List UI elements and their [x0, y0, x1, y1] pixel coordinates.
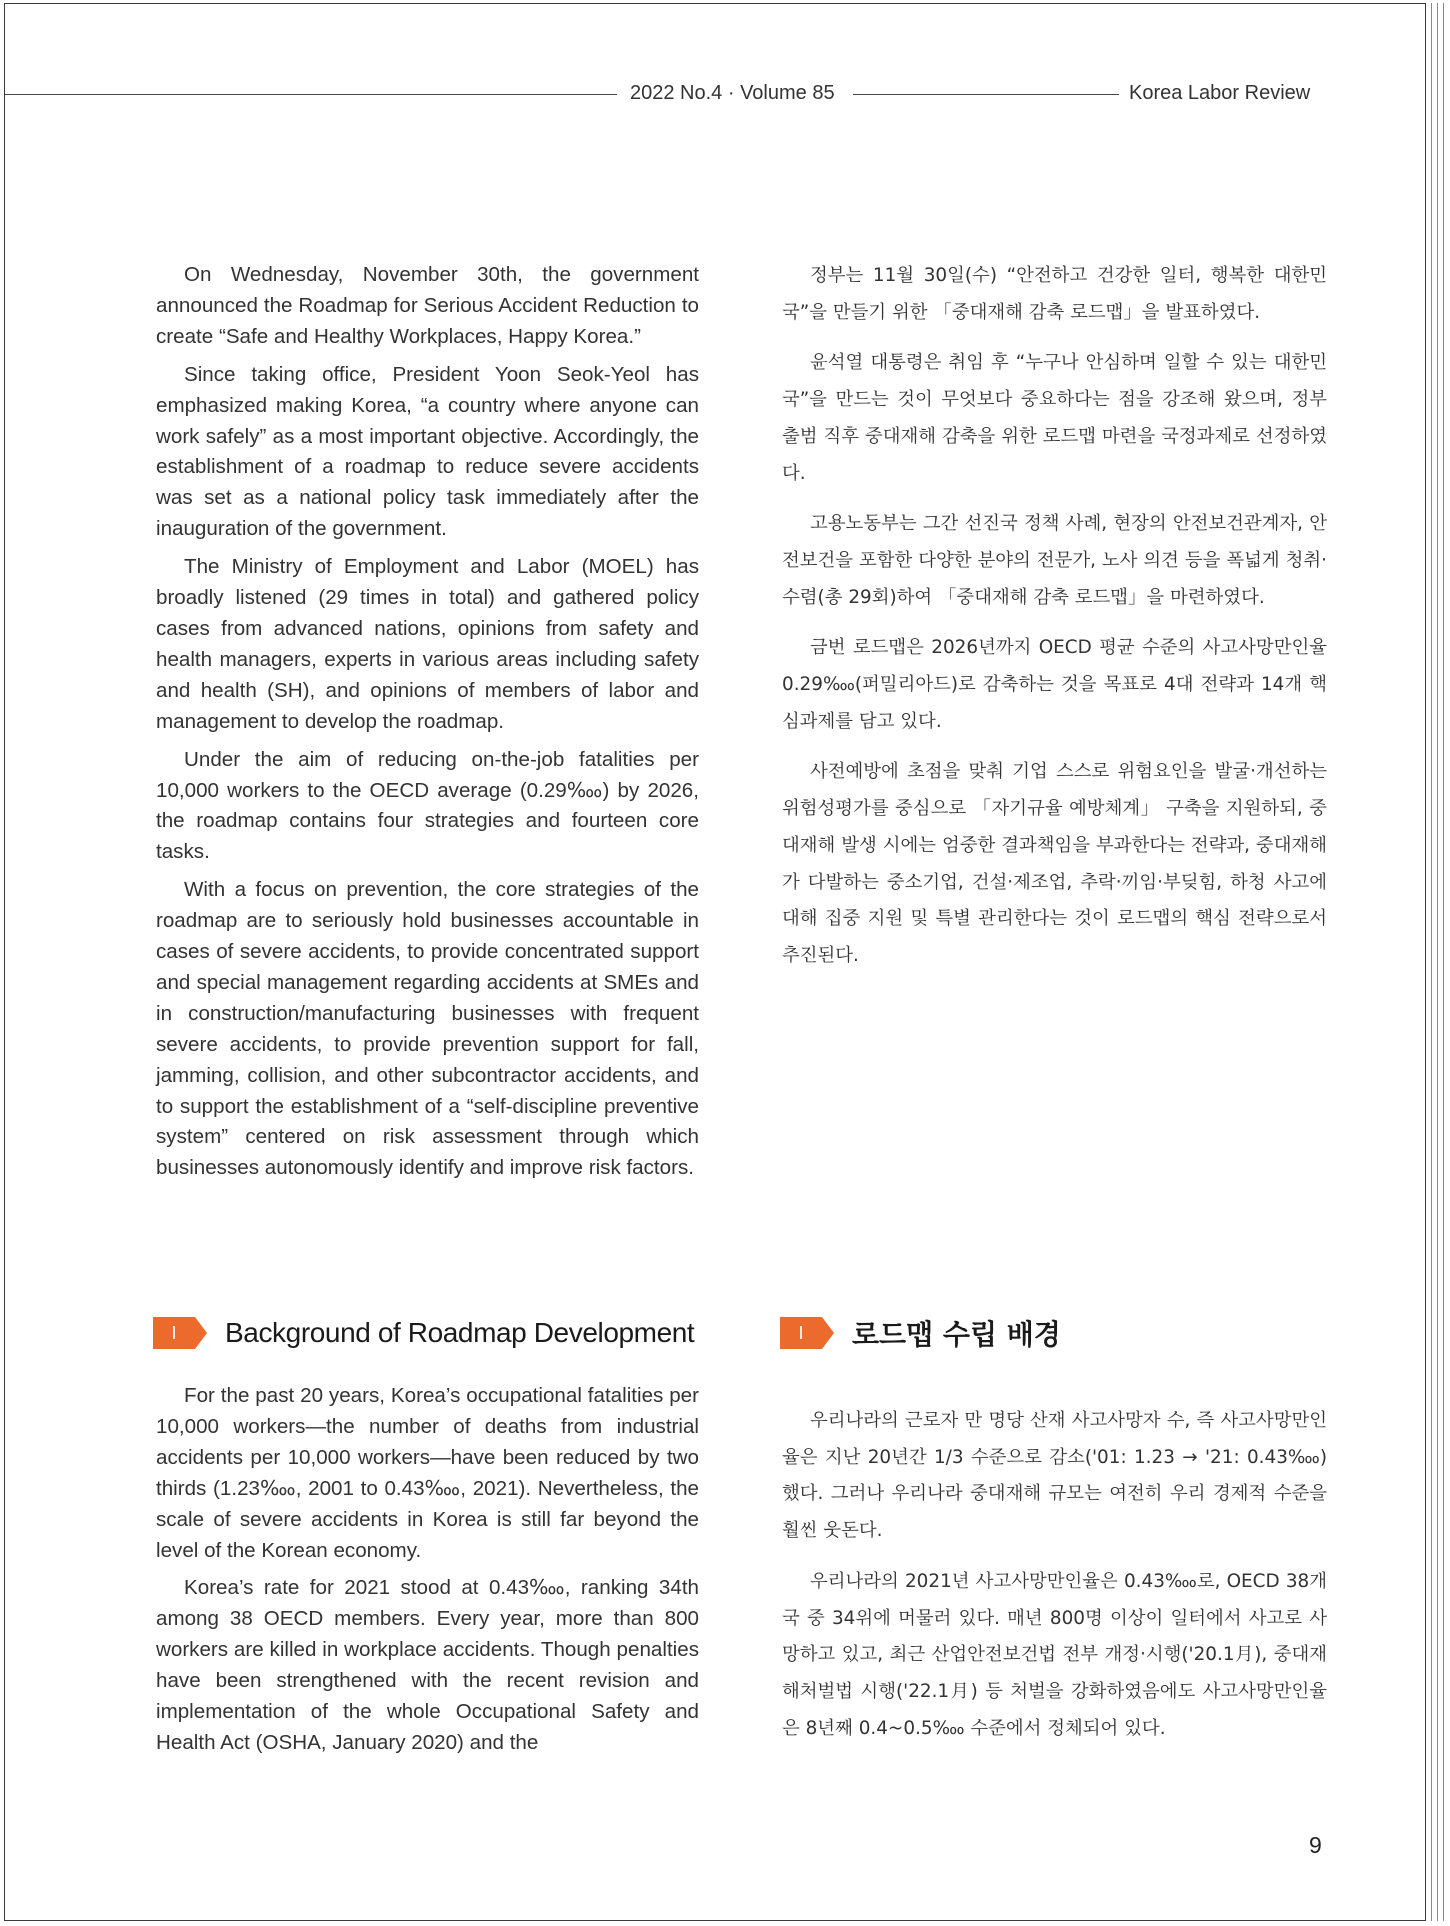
page-stack-edge — [1428, 3, 1432, 1921]
journal-title: Korea Labor Review — [1129, 82, 1311, 104]
page-number: 9 — [1309, 1832, 1322, 1858]
running-header — [5, 78, 1427, 112]
english-paragraph: Since taking office, President Yoon Seok-Yeol has emphasized making Korea, “a country where anyone can work safely” as a most important objective. Accordingly, the establishment of a roadmap to reduce severe accidents was set as a national policy task immediately after the inauguration of the government. — [156, 362, 699, 541]
korean-paragraph: 고용노동부는 그간 선진국 정책 사례, 현장의 안전보건관계자, 안전보건을 포함한 다양한 분야의 전문가, 노사 의견 등을 폭넓게 청취·수렴(총 29회)하여 「중대재해 감축 로드맵」을 마련하였다. — [782, 513, 1327, 608]
header-rule-left — [5, 94, 617, 95]
korean-section-title: 로드맵 수립 배경 — [852, 1318, 1061, 1351]
english-paragraph: The Ministry of Employment and Labor (MOEL) has broadly listened (29 times in total) and gathered policy cases from advanced nations, opinions from safety and health managers, experts in various areas including safety and health (SH), and opinions of members of labor and management to develop the roadmap. — [156, 555, 699, 733]
english-paragraph: Under the aim of reducing on-the-job fatalities per 10,000 workers to the OECD average (0.29‱) by 2026, the roadmap contains four strategies and fourteen core tasks. — [156, 747, 699, 864]
english-section-heading — [153, 1313, 694, 1353]
english-section-title: Background of Roadmap Development — [225, 1317, 695, 1348]
korean-paragraph: 우리나라의 2021년 사고사망만인율은 0.43‱로, OECD 38개국 중 34위에 머물러 있다. 매년 800명 이상이 일터에서 사고로 사망하고 있고, 최근 산업안전보건법 전부 개정·시행('20.1月), 중대재해처벌법 시행('22.1月) 등 처벌을 강화하였음에도 사고사망만인율은 8년째 0.4~0.5‱ 수준에서 정체되어 있다. — [782, 1570, 1327, 1739]
english-paragraph: On Wednesday, November 30th, the government announced the Roadmap for Serious Accident Reduction to create “Safe and Healthy Workplaces, Happy Korea.” — [156, 263, 699, 348]
korean-section-column — [782, 1403, 1327, 1747]
korean-intro-column — [782, 258, 1327, 975]
issue-label: 2022 No.4 · Volume 85 — [630, 82, 835, 104]
section-marker — [153, 1317, 207, 1349]
korean-section-heading — [780, 1313, 1061, 1353]
header-rule-right — [853, 94, 1119, 95]
korean-paragraph: 윤석열 대통령은 취임 후 “누구나 안심하며 일할 수 있는 대한민국”을 만드는 것이 무엇보다 중요하다는 점을 강조해 왔으며, 정부 출범 직후 중대재해 감축을 위한 로드맵 마련을 국정과제로 선정하였다. — [782, 352, 1327, 484]
page-stack-edge — [1440, 3, 1444, 1921]
korean-paragraph: 정부는 11월 30일(수) “안전하고 건강한 일터, 행복한 대한민국”을 만들기 위한 「중대재해 감축 로드맵」을 발표하였다. — [782, 265, 1327, 323]
english-intro-column — [156, 260, 699, 1184]
english-paragraph: For the past 20 years, Korea’s occupational fatalities per 10,000 workers—the number of deaths from industrial accidents per 10,000 workers—have been reduced by two thirds (1.23‱, 2001 to 0.43‱, 2021). Nevertheless, the scale of severe accidents in Korea is still far beyond the level of the Korean economy. — [156, 1384, 699, 1562]
english-paragraph: Korea’s rate for 2021 stood at 0.43‱, ranking 34th among 38 OECD members. Every year, more than 800 workers are killed in workplace accidents. Though penalties have been strengthened with the recent revision and implementation of the whole Occupational Safety and Health Act (OSHA, January 2020) and the — [156, 1576, 699, 1754]
page-stack-edge — [1434, 3, 1438, 1921]
korean-paragraph: 금번 로드맵은 2026년까지 OECD 평균 수준의 사고사망만인율 0.29‱(퍼밀리아드)로 감축하는 것을 목표로 4대 전략과 14개 핵심과제를 담고 있다. — [782, 637, 1327, 732]
section-marker — [780, 1317, 834, 1349]
section-marker-label: I — [171, 1323, 177, 1343]
korean-paragraph: 우리나라의 근로자 만 명당 산재 사고사망자 수, 즉 사고사망만인율은 지난 20년간 1/3 수준으로 감소('01: 1.23 → '21: 0.43‱)했다. 그러나 우리나라 중대재해 규모는 여전히 우리 경제적 수준을 훨씬 웃돈다. — [782, 1410, 1327, 1542]
english-paragraph: With a focus on prevention, the core strategies of the roadmap are to seriously hold businesses accountable in cases of severe accidents, to provide concentrated support and special management regarding accidents at SMEs and in construction/manufacturing businesses with frequent severe accidents, to provide prevention support for fall, jamming, collision, and other subcontractor accidents, and to support the establishment of a “self-discipline preventive system” centered on risk assessment through which businesses autonomously identify and improve risk factors. — [156, 878, 699, 1180]
english-section-column — [156, 1381, 699, 1759]
document-page — [4, 3, 1426, 1921]
korean-paragraph: 사전예방에 초점을 맞춰 기업 스스로 위험요인을 발굴·개선하는 위험성평가를 중심으로 「자기규율 예방체계」 구축을 지원하되, 중대재해 발생 시에는 엄중한 결과책임을 부과한다는 전략과, 중대재해가 다발하는 중소기업, 건설·제조업, 추락·끼임·부딪힘, 하청 사고에 대해 집중 지원 및 특별 관리한다는 것이 로드맵의 핵심 전략으로서 추진된다. — [782, 761, 1327, 966]
section-marker-label: I — [798, 1323, 804, 1343]
